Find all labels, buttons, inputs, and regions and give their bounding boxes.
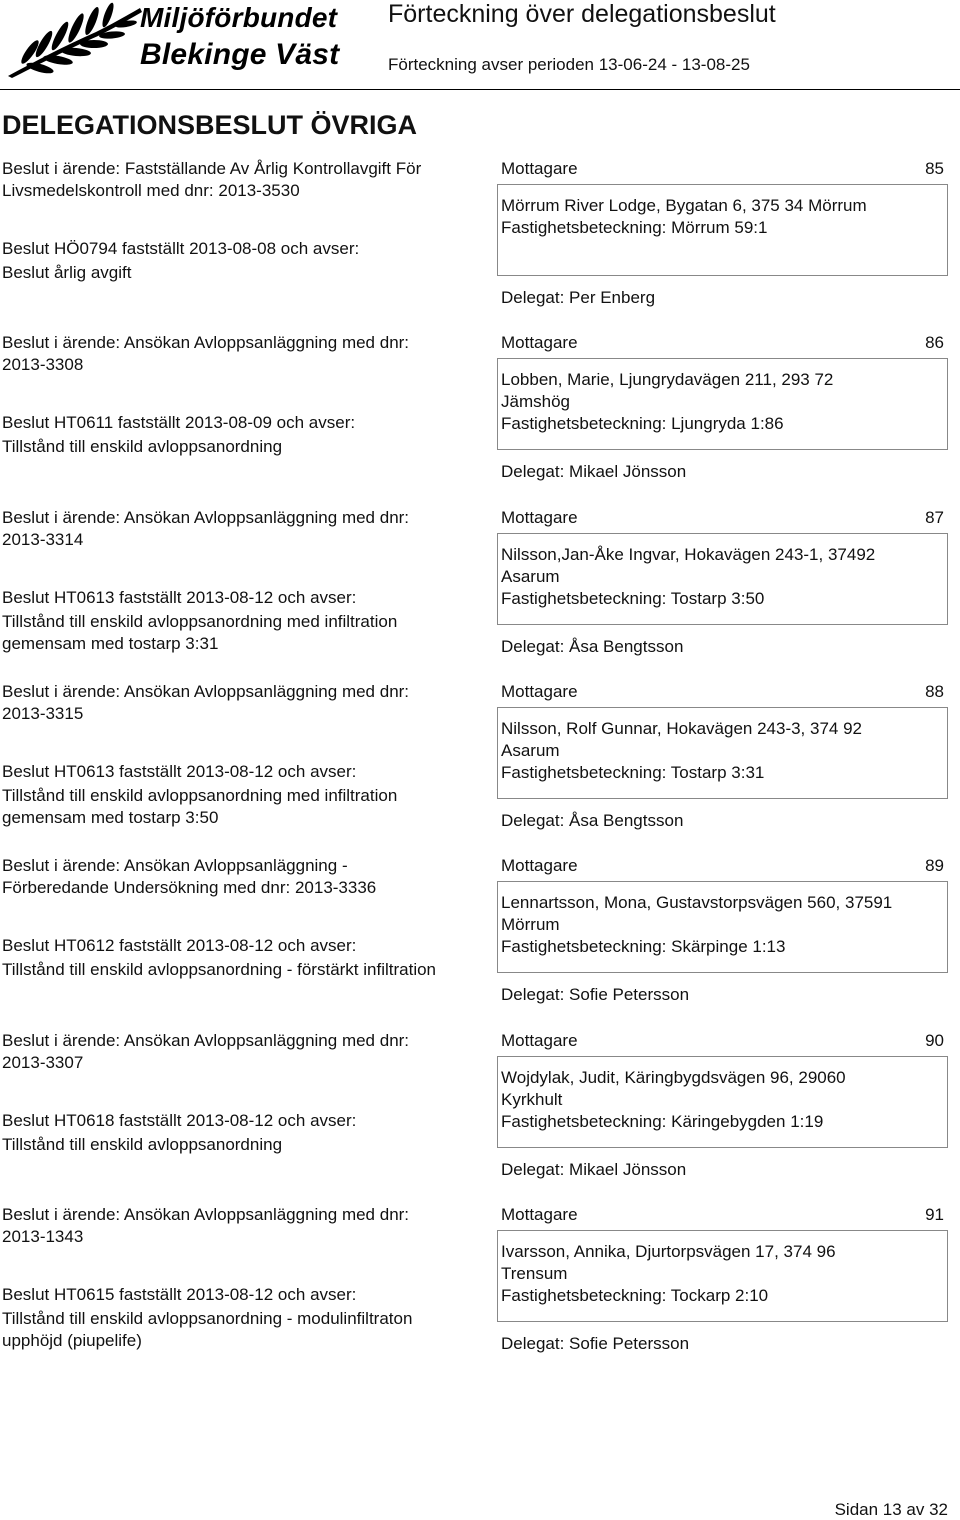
recipient-address-line: Mörrum River Lodge, Bygatan 6, 375 34 Mörrum xyxy=(501,196,867,215)
decision-case-line: Beslut i ärende: Ansökan Avloppsanläggning med dnr: xyxy=(2,1205,410,1224)
decision-case-line: Förberedande Undersökning med dnr: 2013-3336 xyxy=(2,878,377,897)
decision-case-line: 2013-3307 xyxy=(2,1053,84,1072)
decision-detail-line: gemensam med tostarp 3:31 xyxy=(2,634,219,653)
decision-entry xyxy=(0,158,960,328)
decision-detail-line: Tillstånd till enskild avloppsanordning med infiltration xyxy=(2,612,398,631)
delegate-name: Delegat: Mikael Jönsson xyxy=(501,1160,687,1179)
decision-case-line: 2013-3314 xyxy=(2,530,84,549)
recipient-label: Mottagare xyxy=(501,856,578,875)
property-designation: Fastighetsbeteckning: Tostarp 3:50 xyxy=(501,589,765,608)
property-designation: Fastighetsbeteckning: Käringebygden 1:19 xyxy=(501,1112,824,1131)
header-divider xyxy=(0,89,960,90)
recipient-label: Mottagare xyxy=(501,1031,578,1050)
decision-case-line: 2013-1343 xyxy=(2,1227,84,1246)
entry-number: 86 xyxy=(925,333,944,352)
decision-case-line: Beslut i ärende: Ansökan Avloppsanläggning med dnr: xyxy=(2,1031,410,1050)
property-designation: Fastighetsbeteckning: Skärpinge 1:13 xyxy=(501,937,786,956)
document-title: Förteckning över delegationsbeslut xyxy=(388,0,776,28)
recipient-address-line: Jämshög xyxy=(501,392,570,411)
decision-detail-line: Tillstånd till enskild avloppsanordning - förstärkt infiltration xyxy=(2,960,437,979)
recipient-address-line: Mörrum xyxy=(501,915,560,934)
decision-entry xyxy=(0,855,960,1025)
decision-case-line: Beslut i ärende: Ansökan Avloppsanläggning med dnr: xyxy=(2,333,410,352)
decision-case-line: 2013-3308 xyxy=(2,355,84,374)
leaf-branch-icon xyxy=(4,2,144,78)
decision-case-line: Beslut i ärende: Ansökan Avloppsanläggning med dnr: xyxy=(2,682,410,701)
recipient-address-line: Kyrkhult xyxy=(501,1090,563,1109)
recipient-address-line: Nilsson,Jan-Åke Ingvar, Hokavägen 243-1, 37492 xyxy=(501,545,876,564)
entry-number: 85 xyxy=(925,159,944,178)
property-designation: Fastighetsbeteckning: Mörrum 59:1 xyxy=(501,218,768,237)
decision-entry xyxy=(0,1204,960,1374)
page-number: Sidan 13 av 32 xyxy=(834,1500,948,1519)
recipient-label: Mottagare xyxy=(501,333,578,352)
recipient-label: Mottagare xyxy=(501,508,578,527)
decision-detail-line: Tillstånd till enskild avloppsanordning - modulinfiltraton xyxy=(2,1309,413,1328)
section-title: DELEGATIONSBESLUT ÖVRIGA xyxy=(2,110,418,140)
recipient-label: Mottagare xyxy=(501,1205,578,1224)
recipient-address-line: Wojdylak, Judit, Käringbygdsvägen 96, 29060 xyxy=(501,1068,846,1087)
recipient-address-line: Lennartsson, Mona, Gustavstorpsvägen 560, 37591 xyxy=(501,893,893,912)
decision-detail-line: Tillstånd till enskild avloppsanordning med infiltration xyxy=(2,786,398,805)
recipient-address-line: Trensum xyxy=(501,1264,568,1283)
delegate-name: Delegat: Åsa Bengtsson xyxy=(501,637,684,656)
decision-entry xyxy=(0,681,960,851)
property-designation: Fastighetsbeteckning: Tostarp 3:31 xyxy=(501,763,765,782)
decision-detail-line: Tillstånd till enskild avloppsanordning xyxy=(2,437,283,456)
delegate-name: Delegat: Mikael Jönsson xyxy=(501,462,687,481)
entry-number: 88 xyxy=(925,682,944,701)
decision-detail-line: Beslut HT0613 fastställt 2013-08-12 och avser: xyxy=(2,588,357,607)
property-designation: Fastighetsbeteckning: Ljungryda 1:86 xyxy=(501,414,784,433)
delegate-name: Delegat: Åsa Bengtsson xyxy=(501,811,684,830)
recipient-address-line: Nilsson, Rolf Gunnar, Hokavägen 243-3, 374 92 xyxy=(501,719,863,738)
decision-case-line: Livsmedelskontroll med dnr: 2013-3530 xyxy=(2,181,300,200)
entry-number: 90 xyxy=(925,1031,944,1050)
recipient-address-line: Asarum xyxy=(501,567,560,586)
recipient-address-line: Ivarsson, Annika, Djurtorpsvägen 17, 374 96 xyxy=(501,1242,836,1261)
decision-entry xyxy=(0,507,960,677)
decision-detail-line: gemensam med tostarp 3:50 xyxy=(2,808,219,827)
decision-detail-line: upphöjd (piupelife) xyxy=(2,1331,142,1350)
decision-case-line: Beslut i ärende: Ansökan Avloppsanläggning - xyxy=(2,856,348,875)
property-designation: Fastighetsbeteckning: Tockarp 2:10 xyxy=(501,1286,769,1305)
decision-entry xyxy=(0,332,960,502)
recipient-address-line: Lobben, Marie, Ljungrydavägen 211, 293 72 xyxy=(501,370,834,389)
decision-detail-line: Beslut HT0611 fastställt 2013-08-09 och avser: xyxy=(2,413,356,432)
decision-detail-line: Beslut HT0615 fastställt 2013-08-12 och avser: xyxy=(2,1285,357,1304)
recipient-address-line: Asarum xyxy=(501,741,560,760)
decision-detail-line: Beslut årlig avgift xyxy=(2,263,132,282)
decision-detail-line: Beslut HT0613 fastställt 2013-08-12 och avser: xyxy=(2,762,357,781)
delegate-name: Delegat: Sofie Petersson xyxy=(501,1334,690,1353)
entry-number: 87 xyxy=(925,508,944,527)
delegate-name: Delegat: Sofie Petersson xyxy=(501,985,690,1004)
decision-entry xyxy=(0,1030,960,1200)
decision-detail-line: Beslut HÖ0794 fastställt 2013-08-08 och avser: xyxy=(2,239,360,258)
recipient-label: Mottagare xyxy=(501,682,578,701)
decision-detail-line: Beslut HT0612 fastställt 2013-08-12 och avser: xyxy=(2,936,357,955)
delegate-name: Delegat: Per Enberg xyxy=(501,288,656,307)
decision-detail-line: Beslut HT0618 fastställt 2013-08-12 och avser: xyxy=(2,1111,357,1130)
decision-case-line: Beslut i ärende: Ansökan Avloppsanläggning med dnr: xyxy=(2,508,410,527)
entry-number: 91 xyxy=(925,1205,944,1224)
recipient-label: Mottagare xyxy=(501,159,578,178)
organization-logo xyxy=(4,0,384,78)
decision-case-line: 2013-3315 xyxy=(2,704,84,723)
document-period: Förteckning avser perioden 13-06-24 - 13-08-25 xyxy=(388,55,750,74)
organization-name-line1: Miljöförbundet xyxy=(140,2,338,33)
entry-number: 89 xyxy=(925,856,944,875)
decision-case-line: Beslut i ärende: Fastställande Av Årlig Kontrollavgift För xyxy=(2,159,422,178)
organization-name-line2: Blekinge Väst xyxy=(140,38,340,71)
decision-detail-line: Tillstånd till enskild avloppsanordning xyxy=(2,1135,283,1154)
